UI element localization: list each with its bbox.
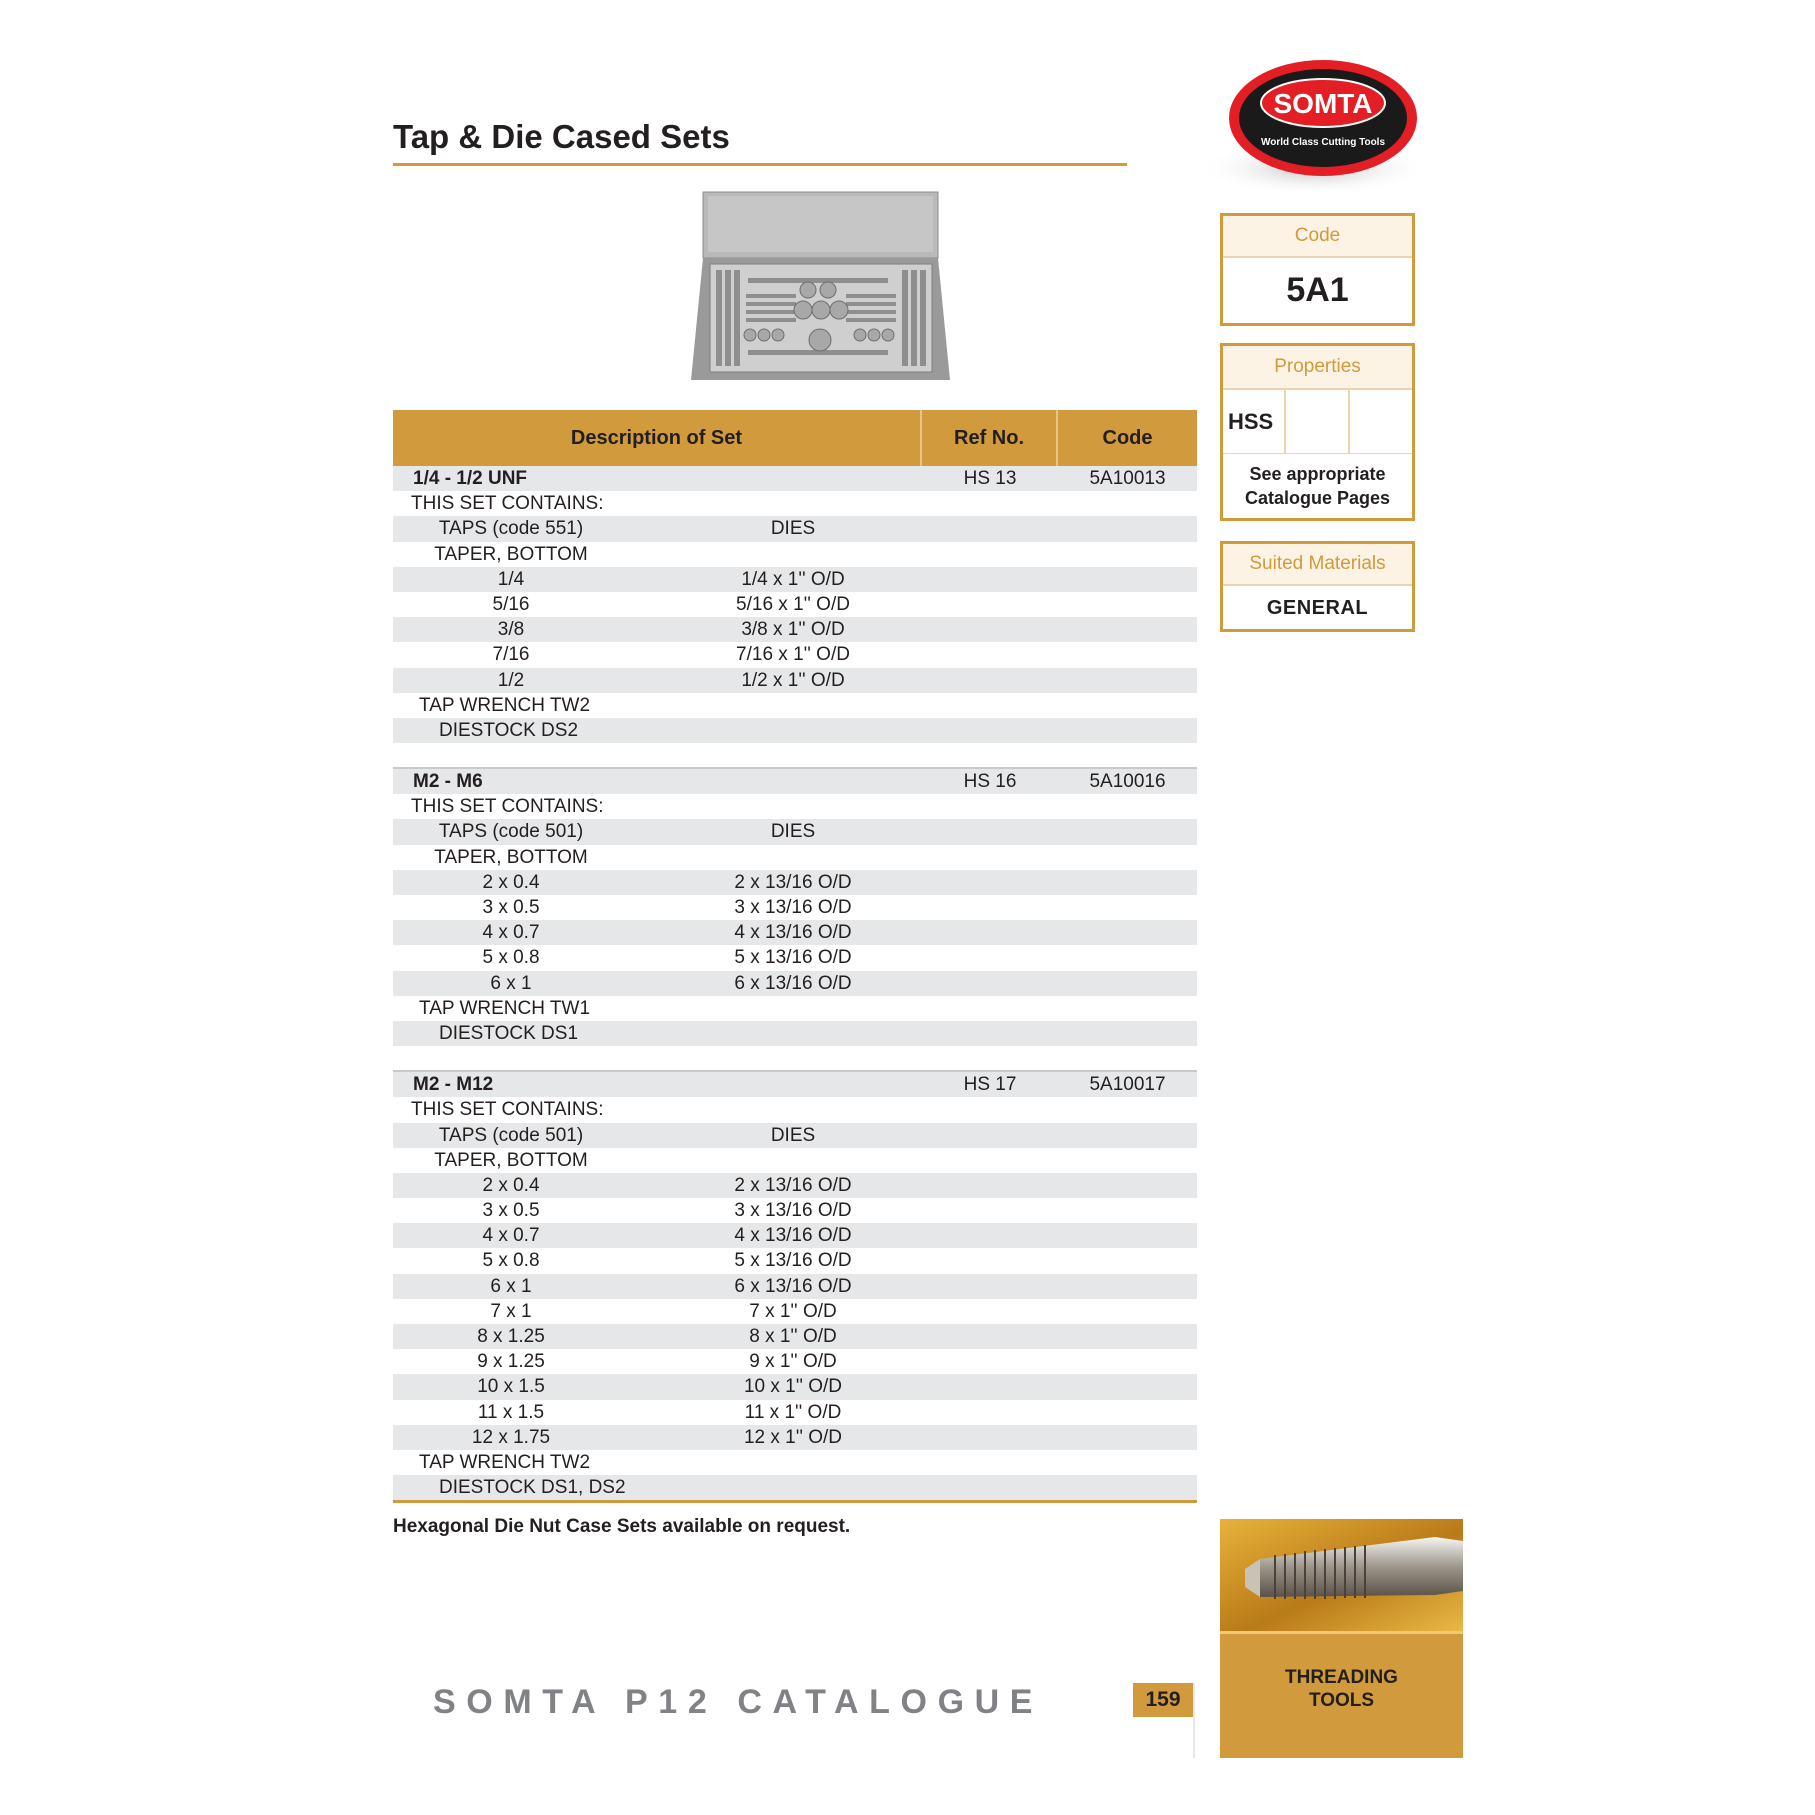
set-title-row (393, 769, 1197, 794)
diestock: DIESTOCK DS2 (439, 719, 579, 741)
somta-logo (1200, 50, 1450, 200)
tap-size: 9 x 1.25 (477, 1351, 545, 1373)
set-item-row (393, 1400, 1197, 1425)
diestock: DIESTOCK DS1 (439, 1022, 579, 1044)
taps-label: TAPS (code 501) (438, 1124, 584, 1146)
set-ref-no: HS 16 (963, 771, 1017, 793)
set-taper-row (393, 542, 1197, 567)
set-title-row (393, 1072, 1197, 1097)
die-size: 3 x 13/16 O/D (734, 897, 852, 918)
die-size: 1/4 x 1'' O/D (741, 568, 845, 590)
threading-tools-tab[interactable] (1220, 1519, 1463, 1758)
tap-size: 2 x 0.4 (482, 871, 540, 893)
set-title: M2 - M6 (413, 771, 483, 793)
set-taps-dies-row (393, 516, 1197, 541)
dies-label: DIES (770, 1124, 816, 1146)
logo-brand: SOMTA (1273, 88, 1373, 119)
code-box-value: 5A1 (1286, 271, 1349, 309)
tap-die-sets-table (393, 410, 1197, 1503)
tap-size: 7 x 1 (490, 1300, 532, 1322)
tap-wrench: TAP WRENCH TW2 (419, 1451, 591, 1473)
set-title: 1/4 - 1/2 UNF (413, 468, 528, 489)
tap-size: 7/16 (492, 644, 530, 666)
properties-note-line-2: Catalogue Pages (1244, 488, 1391, 508)
properties-box (1220, 343, 1415, 521)
set-taps-dies-row (393, 819, 1197, 844)
set-title: M2 - M12 (413, 1074, 494, 1096)
die-size: 6 x 13/16 O/D (734, 972, 852, 994)
tap-size: 6 x 1 (490, 1275, 532, 1297)
tap-die-set-photo (688, 190, 953, 380)
dies-label: DIES (770, 821, 816, 843)
die-size: 4 x 13/16 O/D (734, 922, 852, 944)
tap-size: 12 x 1.75 (471, 1426, 551, 1448)
page-title: Tap & Die Cased Sets (393, 118, 730, 155)
taps-label: TAPS (code 501) (438, 821, 584, 843)
properties-note (1223, 454, 1412, 510)
die-size: 2 x 13/16 O/D (734, 1174, 852, 1196)
table-bottom-rule (393, 1500, 1197, 1503)
set-item-row (393, 567, 1197, 592)
set-code: 5A10013 (1089, 468, 1166, 489)
tap-size: 3 x 0.5 (482, 897, 540, 918)
title-underline (393, 163, 1127, 166)
set-wrench-row (393, 693, 1197, 718)
tap-wrench: TAP WRENCH TW2 (419, 694, 591, 716)
set-item-row (393, 1374, 1197, 1399)
tap-size: 5/16 (492, 593, 530, 615)
tap-size: 1/2 (497, 669, 525, 691)
set-contains-row (393, 491, 1197, 516)
tap-wrench: TAP WRENCH TW1 (419, 997, 591, 1019)
die-size: 10 x 1'' O/D (743, 1376, 843, 1398)
set-item-row (393, 1223, 1197, 1248)
set-wrench-row (393, 1450, 1197, 1475)
set-title-row (393, 466, 1197, 491)
tap-size: 11 x 1.5 (477, 1401, 545, 1423)
taper-label: TAPER, BOTTOM (434, 543, 588, 565)
threading-tools-label (1220, 1631, 1463, 1758)
set-item-row (393, 1349, 1197, 1374)
properties-note-line-1: See appropriate (1249, 464, 1386, 484)
properties-grid (1223, 390, 1412, 454)
die-size: 8 x 1'' O/D (749, 1326, 837, 1347)
tap-size: 2 x 0.4 (482, 1174, 540, 1196)
set-diestock-row (393, 1475, 1197, 1500)
set-diestock-row (393, 718, 1197, 743)
tab-label-line-2: TOOLS (1308, 1690, 1375, 1711)
die-size: 5 x 13/16 O/D (734, 947, 852, 969)
tap-size: 4 x 0.7 (482, 1225, 540, 1247)
suited-materials-label: Suited Materials (1223, 544, 1412, 586)
dies-label: DIES (770, 518, 816, 540)
die-size: 6 x 13/16 O/D (734, 1275, 852, 1297)
property-empty-1 (1286, 390, 1350, 453)
code-box (1220, 213, 1415, 326)
suited-materials-box (1220, 541, 1415, 632)
tap-size: 3/8 (497, 619, 525, 641)
footer-divider (1193, 1683, 1195, 1758)
die-size: 7 x 1'' O/D (749, 1300, 837, 1322)
die-size: 12 x 1'' O/D (743, 1426, 843, 1448)
set-item-row (393, 945, 1197, 970)
set-contains-label: THIS SET CONTAINS: (411, 796, 604, 818)
set-code: 5A10016 (1089, 771, 1166, 793)
tap-size: 6 x 1 (490, 972, 532, 994)
die-size: 1/2 x 1'' O/D (741, 669, 845, 691)
availability-note: Hexagonal Die Nut Case Sets available on request. (393, 1516, 851, 1537)
die-size: 11 x 1'' O/D (744, 1401, 842, 1423)
set-diestock-row (393, 1021, 1197, 1046)
die-size: 3/8 x 1'' O/D (741, 619, 845, 641)
set-item-row (393, 1324, 1197, 1349)
die-size: 5 x 13/16 O/D (734, 1250, 852, 1272)
set-item-row (393, 617, 1197, 642)
set-taps-dies-row (393, 1123, 1197, 1148)
tap-size: 5 x 0.8 (482, 947, 540, 969)
set-item-row (393, 592, 1197, 617)
set-ref-no: HS 17 (963, 1074, 1017, 1096)
tap-size: 8 x 1.25 (477, 1326, 545, 1347)
tap-size: 1/4 (497, 568, 525, 590)
set-item-row (393, 668, 1197, 693)
set-contains-label: THIS SET CONTAINS: (411, 493, 604, 515)
die-size: 7/16 x 1'' O/D (736, 644, 850, 666)
set-taper-row (393, 845, 1197, 870)
page-number: 159 (1133, 1683, 1193, 1717)
die-size: 2 x 13/16 O/D (734, 871, 852, 893)
die-size: 4 x 13/16 O/D (734, 1225, 852, 1247)
property-hss: HSS (1223, 390, 1286, 453)
tap-size: 10 x 1.5 (477, 1376, 545, 1398)
catalogue-footer: SOMTA P12 CATALOGUE (433, 1683, 1044, 1721)
set-contains-label: THIS SET CONTAINS: (411, 1099, 604, 1121)
table-header (393, 410, 1197, 466)
tap-size: 5 x 0.8 (482, 1250, 540, 1272)
header-ref-no: Ref No. (922, 410, 1058, 466)
die-size: 5/16 x 1'' O/D (736, 593, 850, 615)
set-item-row (393, 1173, 1197, 1198)
tab-label-line-1: THREADING (1285, 1667, 1398, 1688)
set-item-row (393, 1248, 1197, 1273)
tap-size: 4 x 0.7 (482, 922, 540, 944)
set-item-row (393, 1274, 1197, 1299)
set-item-row (393, 1425, 1197, 1450)
tap-tool-image (1220, 1519, 1463, 1631)
set-item-row (393, 920, 1197, 945)
set-code: 5A10017 (1089, 1074, 1166, 1096)
logo-tagline: World Class Cutting Tools (1260, 137, 1386, 148)
table-body (393, 466, 1197, 1500)
set-taper-row (393, 1148, 1197, 1173)
code-box-label: Code (1223, 216, 1412, 258)
die-size: 9 x 1'' O/D (749, 1351, 837, 1373)
suited-materials-value: GENERAL (1266, 597, 1369, 619)
set-ref-no: HS 13 (963, 468, 1017, 489)
set-item-row (393, 1198, 1197, 1223)
header-description: Description of Set (393, 410, 922, 466)
set-item-row (393, 870, 1197, 895)
taper-label: TAPER, BOTTOM (434, 1149, 588, 1171)
property-empty-2 (1350, 390, 1412, 453)
set-spacer (393, 743, 1197, 767)
set-item-row (393, 642, 1197, 667)
set-spacer (393, 1046, 1197, 1070)
die-size: 3 x 13/16 O/D (734, 1200, 852, 1222)
taper-label: TAPER, BOTTOM (434, 846, 588, 868)
tap-size: 3 x 0.5 (482, 1200, 540, 1222)
set-wrench-row (393, 996, 1197, 1021)
diestock: DIESTOCK DS1, DS2 (439, 1477, 626, 1499)
set-item-row (393, 895, 1197, 920)
taps-label: TAPS (code 551) (438, 518, 584, 540)
set-contains-row (393, 794, 1197, 819)
set-item-row (393, 971, 1197, 996)
set-item-row (393, 1299, 1197, 1324)
set-contains-row (393, 1097, 1197, 1122)
properties-box-label: Properties (1223, 346, 1412, 390)
header-code: Code (1102, 426, 1153, 449)
